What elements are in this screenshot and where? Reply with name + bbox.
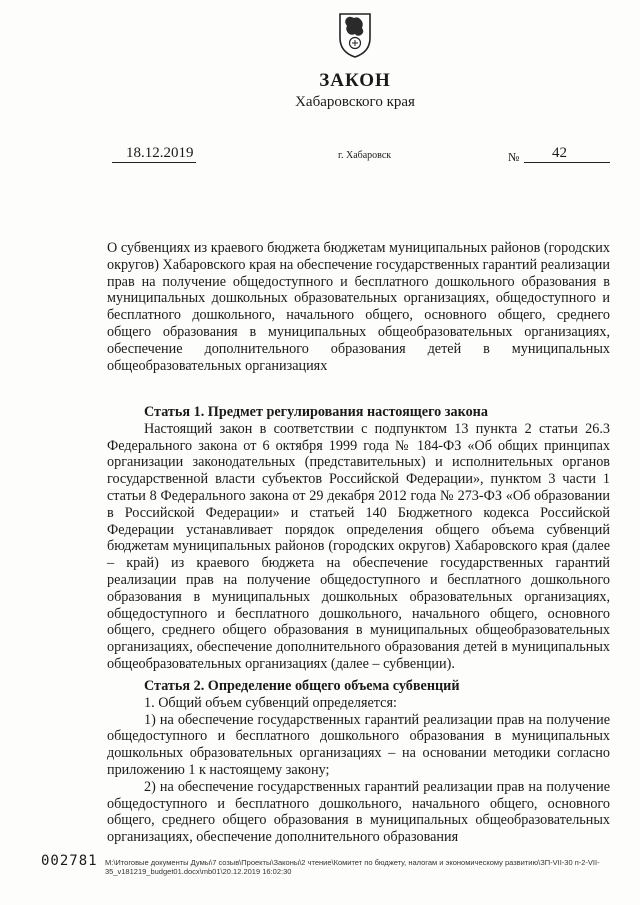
file-path-line-2: 35_v181219_budget01.docx\mb01\20.12.2019 16:02:30 (105, 867, 292, 876)
law-subject: О субвенциях из краевого бюджета бюджетам муниципальных районов (городских округов) Хабаровского края на обеспечение государственных гарантий реализации прав на получение общедоступного и бесплатного дошкольного образования в муниципальных дошкольных образовательных организациях, общедоступного и бесплатного дошкольного, начального общего, основного общего, среднего общего образования в муниципальных общеобразовательных организациях, обеспечение дополнительного образования детей в муниципальных общеобразовательных организациях (107, 240, 610, 374)
article-1-text: Настоящий закон в соответствии с подпунктом 13 пункта 2 статьи 26.3 Федерального закона от 6 октября 1999 года № 184-ФЗ «Об общих принципах организации законодательных (представительных) и исполнительных органов государственной власти субъектов Российской Федерации», пунктом 3 части 1 статьи 8 Федерального закона от 29 декабря 2012 года № 273-ФЗ «Об образовании в Российской Федерации» и статьей 140 Бюджетного кодекса Российской Федерации устанавливает порядок определения общего объема субвенций бюджетам муниципальных районов (городских округов) Хабаровского края (далее – край) из краевого бюджета на обеспечение государственных гарантий реализации прав на получение общедоступного и бесплатного дошкольного образования в муниципальных дошкольных образовательных организациях, общедоступного и бесплатного дошкольного, начального общего, основного общего, среднего общего образования в муниципальных общеобразовательных организациях, обеспечение дополнительного образования детей в муниципальных общеобразовательных организациях (далее – субвенции). (107, 420, 610, 672)
law-city: г. Хабаровск (338, 150, 392, 161)
article-2-paragraph-3: 2) на обеспечение государственных гарантий реализации прав на получение общедоступного и бесплатного дошкольного, начального общего, основного общего, среднего общего образования в муниципальных общеобразовательных организациях, обеспечение дополнительного образования (107, 778, 610, 846)
coat-of-arms-icon (337, 8, 373, 58)
date-underline (112, 162, 196, 163)
article-1 (107, 404, 610, 673)
article-2 (107, 678, 610, 846)
article-2-heading: Статья 2. Определение общего объема субвенций (144, 678, 460, 694)
document-title: ЗАКОН (319, 70, 391, 91)
number-underline (524, 162, 610, 163)
article-1-heading: Статья 1. Предмет регулирования настоящего закона (144, 404, 488, 420)
file-path-line-1: М:\Итоговые документы Думы\7 созыв\Проекты\Законы\2 чтение\Комитет по бюджету, налогам и экономическому развитию\ЗП-VII-30 п-2-VII- (105, 858, 600, 867)
number-sign: № (508, 150, 520, 164)
file-path-footer (105, 858, 610, 876)
margin-code: 002781 (41, 853, 98, 869)
article-2-paragraph-2: 1) на обеспечение государственных гарантий реализации прав на получение общедоступного и бесплатного дошкольного образования в муниципальных дошкольных образовательных организациях – на основании методики согласно приложению 1 к настоящему закону; (107, 711, 610, 778)
law-date: 18.12.2019 (126, 145, 194, 161)
law-number: 42 (552, 145, 567, 161)
article-2-paragraph-1: 1. Общий объем субвенций определяется: (144, 694, 397, 711)
document-region: Хабаровского края (295, 94, 415, 110)
